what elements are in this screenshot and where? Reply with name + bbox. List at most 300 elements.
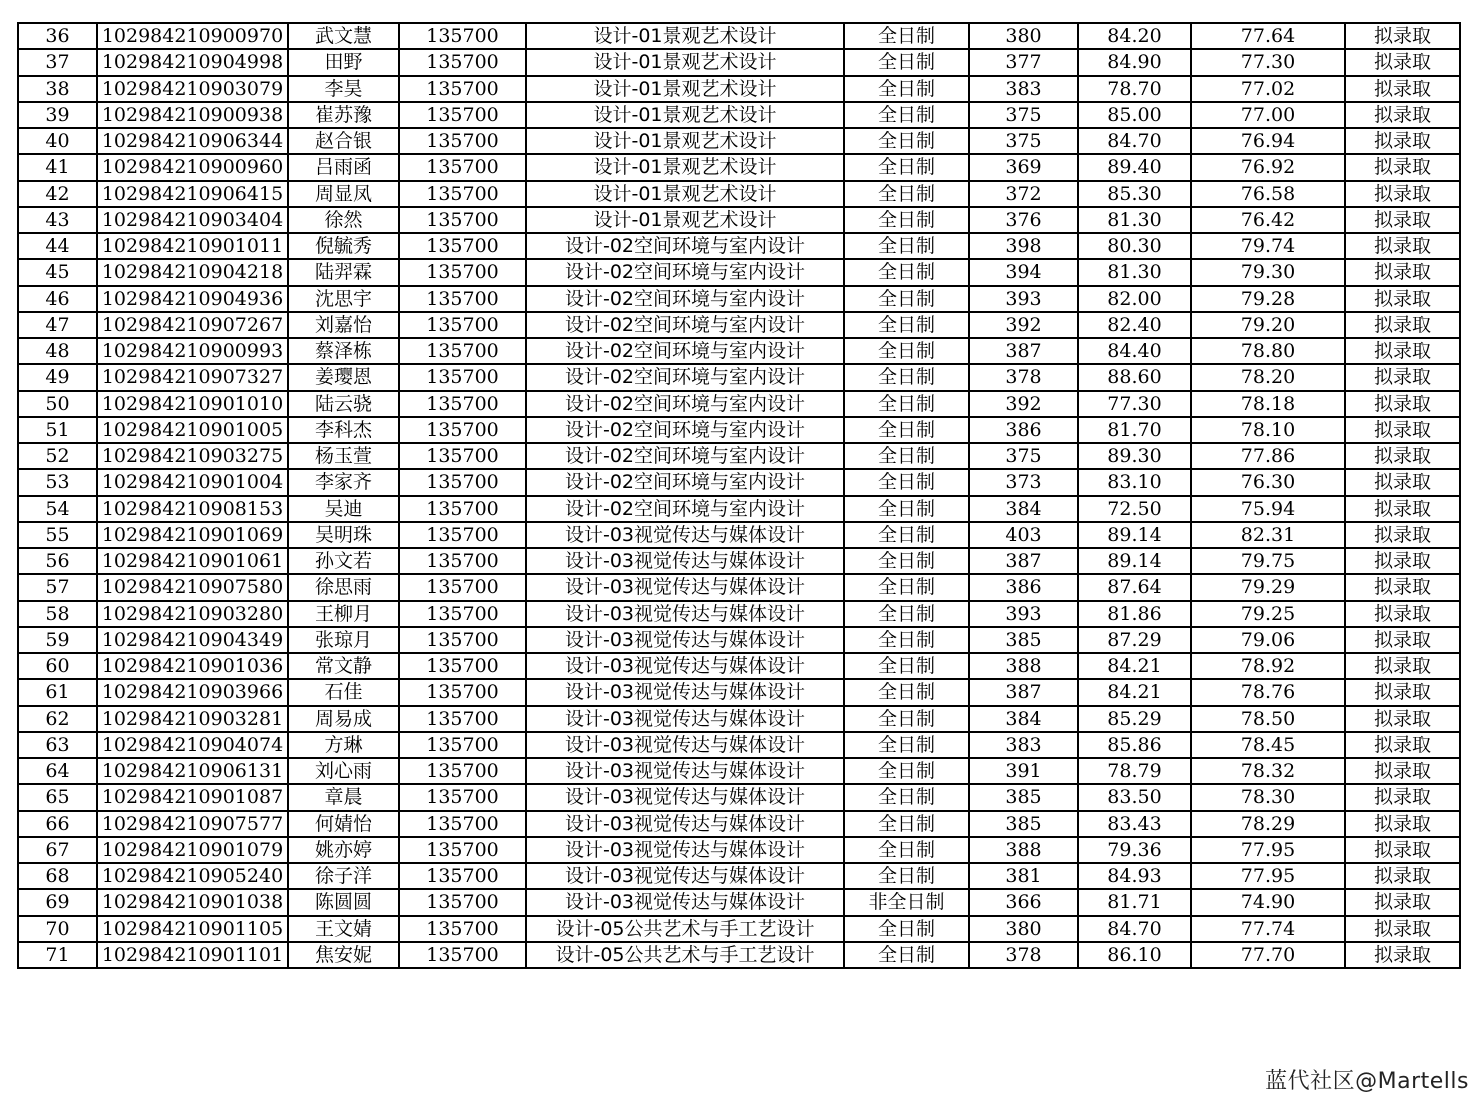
cell-total-score: 78.10 <box>1191 417 1345 443</box>
cell-exam-id: 102984210901087 <box>97 784 288 810</box>
table-row <box>18 653 1460 679</box>
cell-exam-id: 102984210907327 <box>97 364 288 390</box>
cell-exam-id: 102984210900970 <box>97 23 288 49</box>
table-row <box>18 706 1460 732</box>
table-row <box>18 312 1460 338</box>
cell-exam-id: 102984210901101 <box>97 942 288 968</box>
cell-exam-id: 102984210907580 <box>97 574 288 600</box>
cell-total-score: 76.30 <box>1191 469 1345 495</box>
cell-name: 刘嘉怡 <box>288 312 399 338</box>
cell-index: 44 <box>18 233 97 259</box>
cell-initial-score: 384 <box>969 496 1078 522</box>
cell-major-code: 135700 <box>399 49 526 75</box>
table-row <box>18 23 1460 49</box>
cell-index: 49 <box>18 364 97 390</box>
cell-retest-score: 81.30 <box>1078 259 1191 285</box>
cell-study-mode: 全日制 <box>844 23 969 49</box>
cell-exam-id: 102984210907577 <box>97 811 288 837</box>
cell-study-mode: 全日制 <box>844 469 969 495</box>
cell-major: 设计-02空间环境与室内设计 <box>526 469 844 495</box>
cell-status: 拟录取 <box>1345 338 1460 364</box>
table-row <box>18 154 1460 180</box>
cell-retest-score: 84.21 <box>1078 653 1191 679</box>
cell-exam-id: 102984210900993 <box>97 338 288 364</box>
cell-initial-score: 383 <box>969 732 1078 758</box>
table-row <box>18 837 1460 863</box>
cell-total-score: 77.30 <box>1191 49 1345 75</box>
cell-total-score: 77.70 <box>1191 942 1345 968</box>
cell-major-code: 135700 <box>399 76 526 102</box>
cell-study-mode: 全日制 <box>844 732 969 758</box>
cell-major-code: 135700 <box>399 469 526 495</box>
cell-major-code: 135700 <box>399 128 526 154</box>
cell-index: 43 <box>18 207 97 233</box>
cell-major-code: 135700 <box>399 391 526 417</box>
cell-status: 拟录取 <box>1345 758 1460 784</box>
table-row <box>18 181 1460 207</box>
cell-exam-id: 102984210908153 <box>97 496 288 522</box>
cell-initial-score: 388 <box>969 837 1078 863</box>
cell-major: 设计-03视觉传达与媒体设计 <box>526 548 844 574</box>
cell-exam-id: 102984210904074 <box>97 732 288 758</box>
cell-retest-score: 88.60 <box>1078 364 1191 390</box>
cell-initial-score: 386 <box>969 574 1078 600</box>
cell-major-code: 135700 <box>399 522 526 548</box>
cell-initial-score: 387 <box>969 548 1078 574</box>
cell-initial-score: 381 <box>969 863 1078 889</box>
table-row <box>18 259 1460 285</box>
cell-major-code: 135700 <box>399 417 526 443</box>
cell-total-score: 82.31 <box>1191 522 1345 548</box>
cell-name: 李家齐 <box>288 469 399 495</box>
cell-status: 拟录取 <box>1345 496 1460 522</box>
cell-major-code: 135700 <box>399 312 526 338</box>
cell-name: 陈圆圆 <box>288 889 399 915</box>
cell-study-mode: 全日制 <box>844 338 969 364</box>
cell-retest-score: 85.86 <box>1078 732 1191 758</box>
cell-initial-score: 378 <box>969 942 1078 968</box>
cell-name: 何婧怡 <box>288 811 399 837</box>
table-row <box>18 338 1460 364</box>
admission-table <box>17 22 1461 969</box>
cell-exam-id: 102984210901069 <box>97 522 288 548</box>
cell-study-mode: 全日制 <box>844 758 969 784</box>
cell-index: 70 <box>18 916 97 942</box>
cell-status: 拟录取 <box>1345 837 1460 863</box>
cell-major: 设计-01景观艺术设计 <box>526 76 844 102</box>
cell-major: 设计-02空间环境与室内设计 <box>526 338 844 364</box>
cell-major: 设计-03视觉传达与媒体设计 <box>526 627 844 653</box>
cell-name: 周显凤 <box>288 181 399 207</box>
cell-status: 拟录取 <box>1345 443 1460 469</box>
cell-major-code: 135700 <box>399 784 526 810</box>
cell-exam-id: 102984210906344 <box>97 128 288 154</box>
cell-name: 吕雨函 <box>288 154 399 180</box>
cell-index: 71 <box>18 942 97 968</box>
cell-retest-score: 77.30 <box>1078 391 1191 417</box>
cell-total-score: 79.29 <box>1191 574 1345 600</box>
cell-total-score: 79.06 <box>1191 627 1345 653</box>
cell-initial-score: 375 <box>969 128 1078 154</box>
cell-exam-id: 102984210904998 <box>97 49 288 75</box>
cell-major: 设计-03视觉传达与媒体设计 <box>526 679 844 705</box>
cell-index: 60 <box>18 653 97 679</box>
cell-major-code: 135700 <box>399 286 526 312</box>
cell-major: 设计-03视觉传达与媒体设计 <box>526 837 844 863</box>
cell-status: 拟录取 <box>1345 391 1460 417</box>
cell-major-code: 135700 <box>399 574 526 600</box>
watermark-text: 蓝代社区@Martells <box>1265 1069 1469 1094</box>
cell-total-score: 75.94 <box>1191 496 1345 522</box>
cell-initial-score: 385 <box>969 627 1078 653</box>
cell-name: 刘心雨 <box>288 758 399 784</box>
cell-major: 设计-03视觉传达与媒体设计 <box>526 784 844 810</box>
cell-study-mode: 全日制 <box>844 286 969 312</box>
table-row <box>18 207 1460 233</box>
cell-retest-score: 87.29 <box>1078 627 1191 653</box>
cell-major: 设计-03视觉传达与媒体设计 <box>526 653 844 679</box>
table-row <box>18 784 1460 810</box>
cell-initial-score: 385 <box>969 811 1078 837</box>
cell-index: 62 <box>18 706 97 732</box>
cell-initial-score: 385 <box>969 784 1078 810</box>
cell-major: 设计-03视觉传达与媒体设计 <box>526 811 844 837</box>
cell-initial-score: 393 <box>969 601 1078 627</box>
cell-exam-id: 102984210901005 <box>97 417 288 443</box>
table-row <box>18 128 1460 154</box>
cell-index: 59 <box>18 627 97 653</box>
table-row <box>18 417 1460 443</box>
cell-status: 拟录取 <box>1345 76 1460 102</box>
cell-initial-score: 366 <box>969 889 1078 915</box>
cell-exam-id: 102984210903404 <box>97 207 288 233</box>
cell-status: 拟录取 <box>1345 916 1460 942</box>
cell-index: 45 <box>18 259 97 285</box>
cell-retest-score: 84.70 <box>1078 128 1191 154</box>
cell-retest-score: 84.20 <box>1078 23 1191 49</box>
cell-index: 46 <box>18 286 97 312</box>
cell-study-mode: 全日制 <box>844 233 969 259</box>
cell-name: 方琳 <box>288 732 399 758</box>
cell-retest-score: 82.00 <box>1078 286 1191 312</box>
cell-status: 拟录取 <box>1345 679 1460 705</box>
cell-total-score: 79.74 <box>1191 233 1345 259</box>
cell-study-mode: 全日制 <box>844 574 969 600</box>
cell-status: 拟录取 <box>1345 706 1460 732</box>
cell-index: 57 <box>18 574 97 600</box>
cell-total-score: 77.95 <box>1191 837 1345 863</box>
cell-index: 63 <box>18 732 97 758</box>
cell-total-score: 77.00 <box>1191 102 1345 128</box>
cell-status: 拟录取 <box>1345 207 1460 233</box>
cell-status: 拟录取 <box>1345 364 1460 390</box>
cell-index: 68 <box>18 863 97 889</box>
cell-study-mode: 全日制 <box>844 916 969 942</box>
cell-exam-id: 102984210903281 <box>97 706 288 732</box>
cell-name: 杨玉萱 <box>288 443 399 469</box>
cell-index: 64 <box>18 758 97 784</box>
cell-status: 拟录取 <box>1345 522 1460 548</box>
cell-study-mode: 全日制 <box>844 391 969 417</box>
table-row <box>18 863 1460 889</box>
cell-retest-score: 85.30 <box>1078 181 1191 207</box>
cell-name: 赵合银 <box>288 128 399 154</box>
table-row <box>18 758 1460 784</box>
cell-index: 56 <box>18 548 97 574</box>
cell-retest-score: 81.86 <box>1078 601 1191 627</box>
cell-total-score: 76.58 <box>1191 181 1345 207</box>
cell-index: 69 <box>18 889 97 915</box>
cell-initial-score: 377 <box>969 49 1078 75</box>
cell-retest-score: 89.14 <box>1078 522 1191 548</box>
cell-initial-score: 387 <box>969 338 1078 364</box>
cell-major: 设计-02空间环境与室内设计 <box>526 259 844 285</box>
cell-major: 设计-02空间环境与室内设计 <box>526 286 844 312</box>
table-row <box>18 496 1460 522</box>
cell-major: 设计-01景观艺术设计 <box>526 207 844 233</box>
cell-study-mode: 全日制 <box>844 863 969 889</box>
cell-initial-score: 391 <box>969 758 1078 784</box>
cell-total-score: 78.32 <box>1191 758 1345 784</box>
cell-status: 拟录取 <box>1345 417 1460 443</box>
cell-retest-score: 78.79 <box>1078 758 1191 784</box>
cell-study-mode: 全日制 <box>844 496 969 522</box>
cell-retest-score: 78.70 <box>1078 76 1191 102</box>
cell-major: 设计-01景观艺术设计 <box>526 181 844 207</box>
cell-initial-score: 393 <box>969 286 1078 312</box>
cell-study-mode: 全日制 <box>844 417 969 443</box>
cell-status: 拟录取 <box>1345 181 1460 207</box>
cell-retest-score: 79.36 <box>1078 837 1191 863</box>
cell-exam-id: 102984210906131 <box>97 758 288 784</box>
cell-status: 拟录取 <box>1345 286 1460 312</box>
cell-total-score: 78.92 <box>1191 653 1345 679</box>
table-row <box>18 286 1460 312</box>
cell-name: 蔡泽栋 <box>288 338 399 364</box>
cell-status: 拟录取 <box>1345 49 1460 75</box>
cell-study-mode: 全日制 <box>844 312 969 338</box>
cell-retest-score: 83.50 <box>1078 784 1191 810</box>
cell-total-score: 79.25 <box>1191 601 1345 627</box>
cell-index: 36 <box>18 23 97 49</box>
cell-status: 拟录取 <box>1345 154 1460 180</box>
cell-study-mode: 全日制 <box>844 364 969 390</box>
cell-major: 设计-01景观艺术设计 <box>526 154 844 180</box>
cell-initial-score: 376 <box>969 207 1078 233</box>
cell-study-mode: 全日制 <box>844 259 969 285</box>
cell-name: 常文静 <box>288 653 399 679</box>
cell-major: 设计-02空间环境与室内设计 <box>526 391 844 417</box>
cell-status: 拟录取 <box>1345 811 1460 837</box>
cell-index: 48 <box>18 338 97 364</box>
cell-total-score: 78.45 <box>1191 732 1345 758</box>
cell-name: 石佳 <box>288 679 399 705</box>
cell-major: 设计-03视觉传达与媒体设计 <box>526 758 844 784</box>
cell-exam-id: 102984210901079 <box>97 837 288 863</box>
cell-exam-id: 102984210903966 <box>97 679 288 705</box>
cell-major: 设计-03视觉传达与媒体设计 <box>526 732 844 758</box>
cell-retest-score: 72.50 <box>1078 496 1191 522</box>
cell-study-mode: 全日制 <box>844 942 969 968</box>
cell-major-code: 135700 <box>399 154 526 180</box>
table-row <box>18 889 1460 915</box>
cell-index: 58 <box>18 601 97 627</box>
cell-index: 55 <box>18 522 97 548</box>
cell-major-code: 135700 <box>399 653 526 679</box>
cell-initial-score: 384 <box>969 706 1078 732</box>
cell-name: 徐思雨 <box>288 574 399 600</box>
cell-major-code: 135700 <box>399 732 526 758</box>
cell-name: 武文慧 <box>288 23 399 49</box>
table-row <box>18 916 1460 942</box>
cell-total-score: 78.18 <box>1191 391 1345 417</box>
cell-major: 设计-05公共艺术与手工艺设计 <box>526 942 844 968</box>
cell-index: 61 <box>18 679 97 705</box>
cell-total-score: 76.92 <box>1191 154 1345 180</box>
cell-initial-score: 375 <box>969 102 1078 128</box>
cell-name: 姚亦婷 <box>288 837 399 863</box>
table-row <box>18 627 1460 653</box>
cell-total-score: 77.95 <box>1191 863 1345 889</box>
cell-name: 李昊 <box>288 76 399 102</box>
cell-retest-score: 89.14 <box>1078 548 1191 574</box>
cell-exam-id: 102984210901004 <box>97 469 288 495</box>
cell-retest-score: 89.30 <box>1078 443 1191 469</box>
cell-name: 张琼月 <box>288 627 399 653</box>
table-row <box>18 76 1460 102</box>
cell-exam-id: 102984210904218 <box>97 259 288 285</box>
cell-index: 50 <box>18 391 97 417</box>
cell-initial-score: 372 <box>969 181 1078 207</box>
cell-major-code: 135700 <box>399 443 526 469</box>
cell-study-mode: 全日制 <box>844 102 969 128</box>
cell-initial-score: 394 <box>969 259 1078 285</box>
cell-major-code: 135700 <box>399 23 526 49</box>
cell-study-mode: 全日制 <box>844 653 969 679</box>
cell-exam-id: 102984210901038 <box>97 889 288 915</box>
cell-exam-id: 102984210903079 <box>97 76 288 102</box>
cell-major: 设计-03视觉传达与媒体设计 <box>526 522 844 548</box>
table-body <box>18 23 1460 968</box>
cell-major-code: 135700 <box>399 338 526 364</box>
cell-status: 拟录取 <box>1345 102 1460 128</box>
cell-status: 拟录取 <box>1345 732 1460 758</box>
cell-total-score: 77.86 <box>1191 443 1345 469</box>
cell-major-code: 135700 <box>399 942 526 968</box>
cell-major-code: 135700 <box>399 601 526 627</box>
cell-exam-id: 102984210901011 <box>97 233 288 259</box>
table-row <box>18 601 1460 627</box>
cell-name: 田野 <box>288 49 399 75</box>
cell-index: 47 <box>18 312 97 338</box>
cell-name: 章晨 <box>288 784 399 810</box>
cell-total-score: 77.02 <box>1191 76 1345 102</box>
cell-total-score: 78.20 <box>1191 364 1345 390</box>
cell-exam-id: 102984210903280 <box>97 601 288 627</box>
table-row <box>18 942 1460 968</box>
cell-initial-score: 373 <box>969 469 1078 495</box>
cell-name: 王柳月 <box>288 601 399 627</box>
cell-name: 李科杰 <box>288 417 399 443</box>
cell-total-score: 78.29 <box>1191 811 1345 837</box>
cell-status: 拟录取 <box>1345 469 1460 495</box>
cell-name: 王文婧 <box>288 916 399 942</box>
cell-name: 沈思宇 <box>288 286 399 312</box>
cell-exam-id: 102984210900960 <box>97 154 288 180</box>
cell-status: 拟录取 <box>1345 601 1460 627</box>
cell-retest-score: 85.29 <box>1078 706 1191 732</box>
cell-retest-score: 83.10 <box>1078 469 1191 495</box>
cell-status: 拟录取 <box>1345 574 1460 600</box>
cell-total-score: 76.42 <box>1191 207 1345 233</box>
cell-exam-id: 102984210903275 <box>97 443 288 469</box>
cell-total-score: 77.74 <box>1191 916 1345 942</box>
cell-major-code: 135700 <box>399 102 526 128</box>
cell-major-code: 135700 <box>399 207 526 233</box>
cell-retest-score: 83.43 <box>1078 811 1191 837</box>
cell-retest-score: 87.64 <box>1078 574 1191 600</box>
table-row <box>18 102 1460 128</box>
table-row <box>18 469 1460 495</box>
cell-study-mode: 全日制 <box>844 76 969 102</box>
table-row <box>18 391 1460 417</box>
cell-study-mode: 全日制 <box>844 522 969 548</box>
table-row <box>18 233 1460 259</box>
cell-index: 53 <box>18 469 97 495</box>
cell-total-score: 77.64 <box>1191 23 1345 49</box>
table-row <box>18 574 1460 600</box>
cell-index: 41 <box>18 154 97 180</box>
cell-name: 陆羿霖 <box>288 259 399 285</box>
cell-initial-score: 398 <box>969 233 1078 259</box>
cell-status: 拟录取 <box>1345 312 1460 338</box>
cell-initial-score: 380 <box>969 23 1078 49</box>
cell-initial-score: 369 <box>969 154 1078 180</box>
cell-major: 设计-03视觉传达与媒体设计 <box>526 889 844 915</box>
cell-major-code: 135700 <box>399 181 526 207</box>
cell-retest-score: 84.93 <box>1078 863 1191 889</box>
cell-index: 37 <box>18 49 97 75</box>
cell-study-mode: 全日制 <box>844 601 969 627</box>
cell-retest-score: 84.90 <box>1078 49 1191 75</box>
cell-major: 设计-02空间环境与室内设计 <box>526 233 844 259</box>
table-row <box>18 732 1460 758</box>
cell-major-code: 135700 <box>399 627 526 653</box>
cell-study-mode: 全日制 <box>844 49 969 75</box>
cell-status: 拟录取 <box>1345 784 1460 810</box>
cell-retest-score: 80.30 <box>1078 233 1191 259</box>
table-row <box>18 49 1460 75</box>
cell-retest-score: 81.71 <box>1078 889 1191 915</box>
cell-status: 拟录取 <box>1345 259 1460 285</box>
cell-name: 姜璎恩 <box>288 364 399 390</box>
cell-status: 拟录取 <box>1345 23 1460 49</box>
cell-retest-score: 81.30 <box>1078 207 1191 233</box>
cell-major-code: 135700 <box>399 889 526 915</box>
cell-total-score: 74.90 <box>1191 889 1345 915</box>
cell-study-mode: 全日制 <box>844 837 969 863</box>
cell-name: 孙文若 <box>288 548 399 574</box>
cell-status: 拟录取 <box>1345 889 1460 915</box>
cell-name: 崔苏豫 <box>288 102 399 128</box>
cell-major: 设计-03视觉传达与媒体设计 <box>526 574 844 600</box>
cell-major-code: 135700 <box>399 548 526 574</box>
admission-table-container <box>17 22 1459 969</box>
table-row <box>18 443 1460 469</box>
table-row <box>18 679 1460 705</box>
cell-major: 设计-02空间环境与室内设计 <box>526 364 844 390</box>
cell-name: 吴明珠 <box>288 522 399 548</box>
